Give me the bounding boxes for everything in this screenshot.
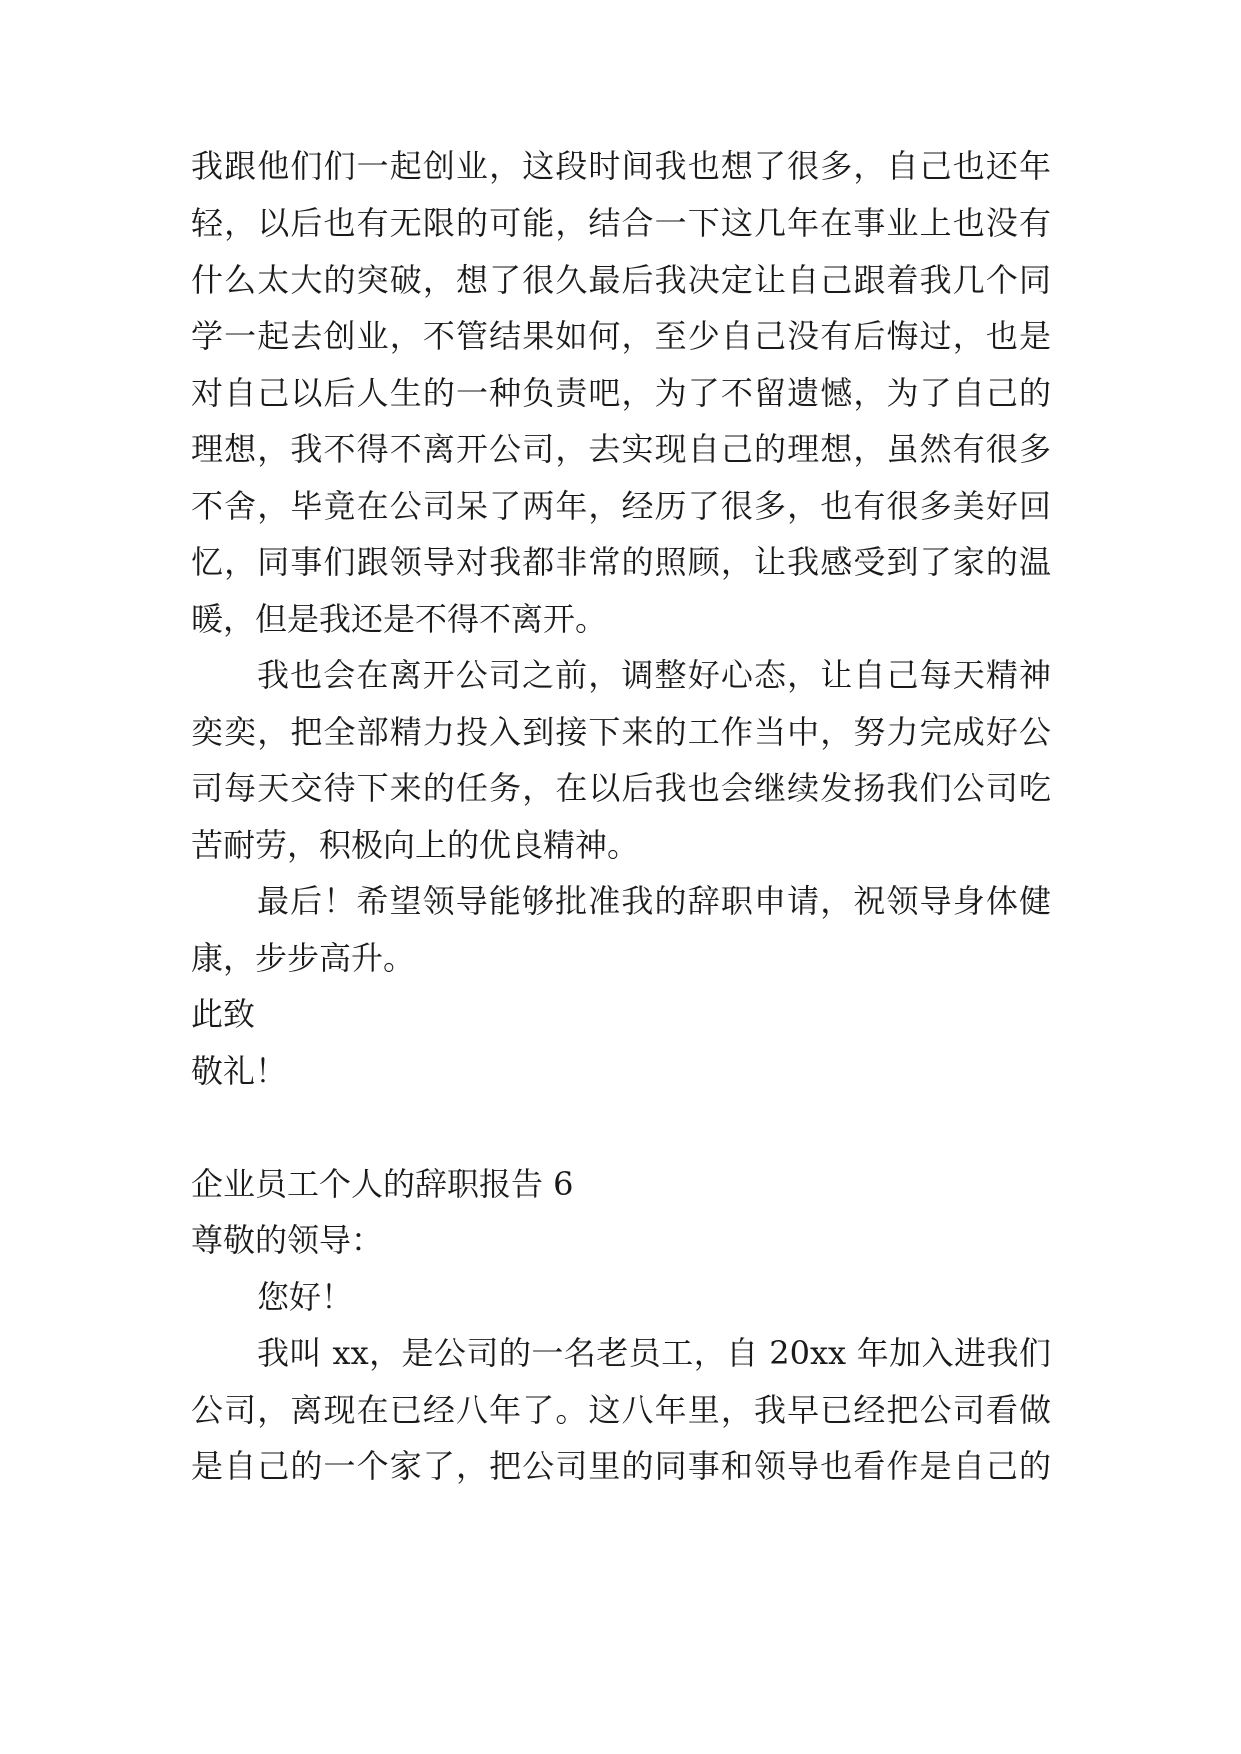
paragraph-line: 对自己以后人生的一种负责吧，为了不留遗憾，为了自己的: [191, 374, 1051, 412]
paragraph-line: 是自己的一个家了，把公司里的同事和领导也看作是自己的: [191, 1447, 1051, 1485]
paragraph-line: 苦耐劳，积极向上的优良精神。: [191, 826, 640, 864]
paragraph-line: 暖，但是我还是不得不离开。: [191, 600, 608, 638]
paragraph-line: 轻，以后也有无限的可能，结合一下这几年在事业上也没有: [191, 204, 1051, 242]
salutation: 尊敬的领导：: [191, 1221, 384, 1259]
paragraph-line: 什么太大的突破，想了很久最后我决定让自己跟着我几个同: [191, 261, 1051, 299]
paragraph-line: 不舍，毕竟在公司呆了两年，经历了很多，也有很多美好回: [191, 487, 1051, 525]
paragraph-line: 康，步步高升。: [191, 939, 416, 977]
paragraph-line: 公司，离现在已经八年了。这八年里，我早已经把公司看做: [191, 1391, 1051, 1429]
paragraph-line: 学一起去创业，不管结果如何，至少自己没有后悔过，也是: [191, 317, 1051, 355]
paragraph-line: 最后！希望领导能够批准我的辞职申请，祝领导身体健: [257, 882, 1051, 920]
paragraph-line: 理想，我不得不离开公司，去实现自己的理想，虽然有很多: [191, 430, 1051, 468]
paragraph-line: 司每天交待下来的任务，在以后我也会继续发扬我们公司吃: [191, 769, 1051, 807]
greeting: 您好！: [257, 1278, 354, 1316]
paragraph-line: 奕奕，把全部精力投入到接下来的工作当中，努力完成好公: [191, 713, 1051, 751]
section-heading: 企业员工个人的辞职报告 6: [191, 1165, 574, 1203]
paragraph-line: 忆，同事们跟领导对我都非常的照顾，让我感受到了家的温: [191, 543, 1051, 581]
paragraph-line: 我叫 xx，是公司的一名老员工，自 20xx 年加入进我们: [257, 1334, 1051, 1372]
paragraph-line: 我跟他们们一起创业，这段时间我也想了很多，自己也还年: [191, 147, 1051, 185]
closing-line: 敬礼！: [191, 1052, 288, 1090]
paragraph-line: 我也会在离开公司之前，调整好心态，让自己每天精神: [257, 656, 1051, 694]
closing-line: 此致: [191, 995, 256, 1033]
